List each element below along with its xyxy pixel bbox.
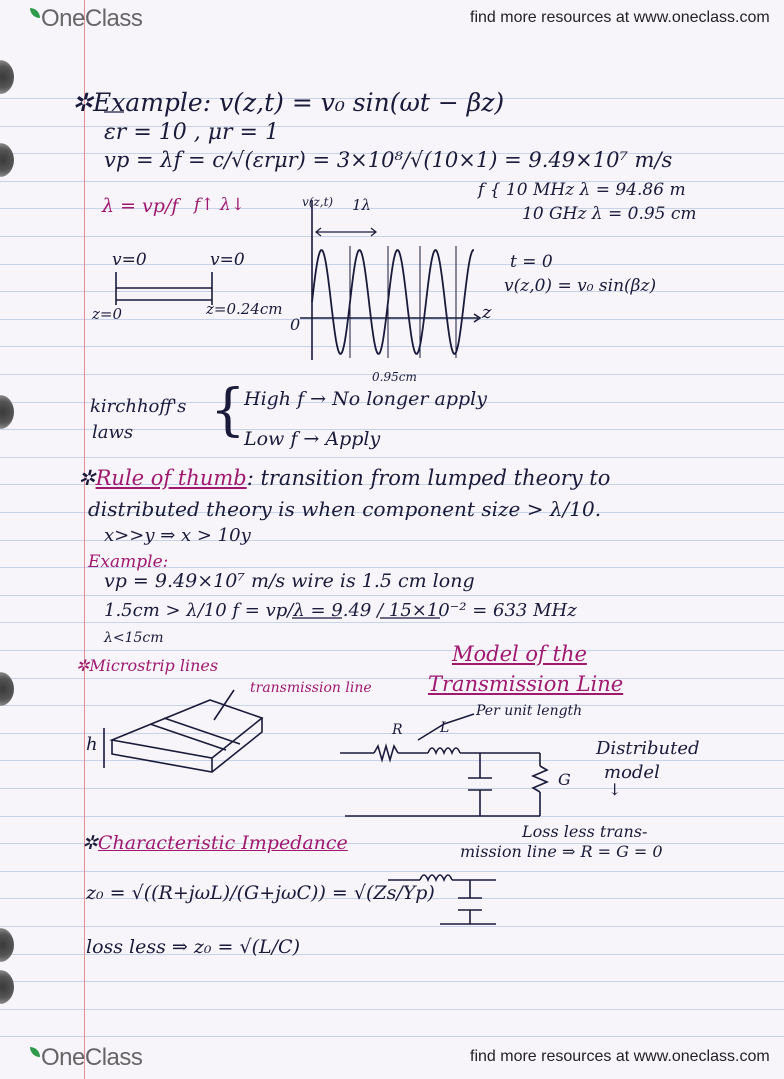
note-line: kirchhoff's bbox=[90, 396, 187, 417]
microstrip-heading: ✲Microstrip lines bbox=[76, 656, 219, 675]
note-line: High f → No longer apply bbox=[244, 388, 487, 410]
note-line: v=0 bbox=[210, 250, 245, 270]
plot-axis-label: z bbox=[482, 302, 492, 323]
note-line: v(z,0) = v₀ sin(βz) bbox=[504, 276, 657, 296]
down-arrow: ↓ bbox=[608, 780, 622, 799]
example-heading: ✲Example: v(z,t) = v₀ sin(ωt − βz) bbox=[72, 88, 505, 117]
plot-y-label: v(z,t) bbox=[302, 195, 334, 209]
asterisk-icon: ✲ bbox=[78, 466, 96, 490]
wire-sketch bbox=[116, 272, 212, 305]
note-line: vp = 9.49×10⁷ m/s wire is 1.5 cm long bbox=[104, 570, 475, 592]
note-line: Distributed bbox=[596, 738, 700, 759]
note-line: z=0.24cm bbox=[206, 300, 283, 318]
note-line: v=0 bbox=[112, 250, 147, 270]
note-line: Low f → Apply bbox=[244, 428, 381, 450]
plot-tick-label: 0.95cm bbox=[372, 370, 417, 384]
note-line: εr = 10 , μr = 1 bbox=[104, 120, 279, 145]
note-line: vp = λf = c/√(εrμr) = 3×10⁸/√(10×1) = 9.49×10⁷ m/s bbox=[104, 148, 673, 172]
plot-lambda-label: 1λ bbox=[352, 196, 372, 214]
note-line: λ = vp/f bbox=[102, 195, 179, 217]
model-heading: Transmission Line bbox=[428, 672, 624, 696]
note-line: f↑ λ↓ bbox=[194, 195, 245, 215]
example2-heading: Example: bbox=[88, 552, 169, 572]
note-line: x>>y ⇒ x > 10y bbox=[104, 525, 251, 546]
note-line: laws bbox=[92, 422, 134, 443]
circuit-rlgc bbox=[340, 714, 547, 816]
asterisk-icon: ✲ bbox=[72, 88, 93, 117]
equation: loss less ⇒ z₀ = √(L/C) bbox=[86, 936, 300, 958]
sine-wave-plot bbox=[300, 200, 480, 360]
note-line: model bbox=[604, 762, 660, 783]
model-heading: Model of the bbox=[452, 642, 587, 666]
note-line: 1.5cm > λ/10 f = vp/λ = 9.49 / 15×10⁻² = 633 MHz bbox=[104, 600, 577, 621]
equation: z₀ = √((R+jωL)/(G+jωC)) = √(Zs/Yp) bbox=[86, 882, 435, 904]
note-line: t = 0 bbox=[510, 252, 553, 272]
oneclass-link-footer[interactable]: find more resources at www.oneclass.com bbox=[470, 1048, 770, 1065]
note-line: Loss less trans- bbox=[522, 822, 648, 841]
brace: { bbox=[210, 378, 246, 443]
circuit-lossless bbox=[388, 875, 496, 924]
plot-origin: 0 bbox=[290, 315, 301, 334]
note-line: λ<15cm bbox=[104, 630, 164, 646]
characteristic-heading: ✲Characteristic Impedance bbox=[82, 832, 348, 854]
oneclass-link[interactable]: find more resources at www.oneclass.com bbox=[470, 9, 770, 26]
note-line: mission line ⇒ R = G = 0 bbox=[460, 842, 663, 861]
circuit-label-g: G bbox=[558, 770, 571, 789]
oneclass-logo: OneClass bbox=[30, 5, 142, 33]
oneclass-logo-footer: OneClass bbox=[30, 1044, 142, 1072]
note-line: f { 10 MHz λ = 94.86 m bbox=[478, 180, 686, 200]
note-line: z=0 bbox=[92, 305, 123, 323]
asterisk-icon: ✲ bbox=[76, 656, 90, 675]
circuit-label-l: L bbox=[440, 720, 450, 736]
note-line: transmission line bbox=[250, 680, 372, 696]
circuit-label-r: R bbox=[392, 722, 403, 738]
underlines bbox=[104, 112, 440, 618]
note-line: 10 GHz λ = 0.95 cm bbox=[522, 204, 697, 224]
asterisk-icon: ✲ bbox=[82, 832, 98, 854]
rule-of-thumb: ✲Rule of thumb: transition from lumped theory to bbox=[78, 466, 611, 490]
note-line: Per unit length bbox=[476, 703, 583, 719]
height-label: h bbox=[86, 734, 98, 755]
note-line: distributed theory is when component size > λ/10. bbox=[88, 497, 602, 521]
microstrip-sketch bbox=[104, 690, 262, 772]
